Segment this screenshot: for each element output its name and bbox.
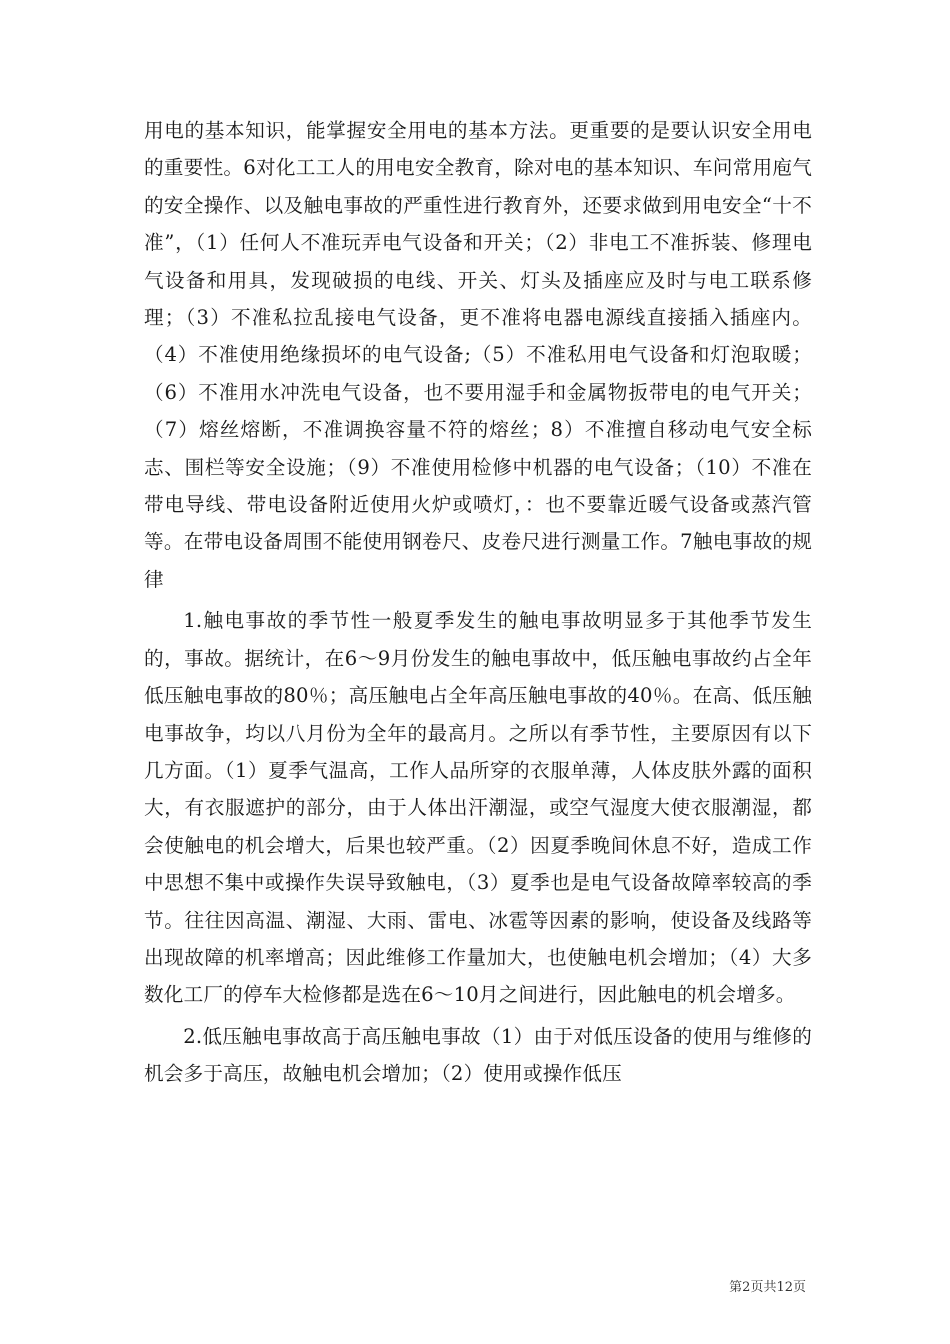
paragraph-2: 1.触电事故的季节性一般夏季发生的触电事故明显多于其他季节发生的，事故。据统计，在6～9月份发生的触电事故中，低压触电事故约占全年低压触电事故的80％；高压触电占全年高压触电事故的40％。在高、低压触电事故争，均以八月份为全年的最高月。之所以有季节性，主要原因有以下几方面。（1）夏季气温高，工作人品所穿的衣服单薄，人体皮肤外露的面积大，有衣服遮护的部分，由于人体出汗潮湿，或空气湿度大使衣服潮湿，都会使触电的机会增大，后果也较严重。（2）因夏季晚间休息不好，造成工作中思想不集中或操作失误导致触电，（3）夏季也是电气设备故障率较高的季节。往往因高温、潮湿、大雨、雷电、冰雹等因素的影响，使设备及线路等出现故障的机率增高；因此维修工作量加大，也使触电机会增加；（4）大多数化工厂的停车大检修都是选在6～10月之间进行，因此触电的机会增多。 bbox=[144, 609, 812, 1007]
paragraph-3: 2.低压触电事故高于高压触电事故（1）由于对低压设备的使用与维修的机会多于高压，故触电机会增加；（2）使用或操作低压 bbox=[144, 1024, 812, 1086]
page-number-footer: 第2页共12页 bbox=[729, 1280, 806, 1295]
paragraph-1: 用电的基本知识，能掌握安全用电的基本方法。更重要的是要认识安全用电的重要性。6对化工工人的用电安全教育，除对电的基本知识、车问常用庖气的安全操作、以及触电事故的严重性进行教育外，还要求做到用电安全“十不准”，（1）任何人不准玩弄电气设备和开关；（2）非电工不准拆装、修理电气设备和用具，发现破损的电线、开关、灯头及插座应及时与电工联系修理；（3）不准私拉乱接电气设备，更不准将电器电源线直接插入插座内。（4）不准使用绝缘损坏的电气设备;（5）不准私用电气设备和灯泡取暖；（6）不准用水冲洗电气设备，也不要用湿手和金属物扳带电的电气开关；（7）熔丝熔断，不准调换容量不符的熔丝；8）不准擅自移动电气安全标志、围栏等安全设施；（9）不准使用检修中机器的电气设备；（10）不准在带电导线、带电设备附近使用火炉或喷灯，：也不要靠近暖气设备或蒸汽管等。在带电设备周围不能使用钢卷尺、皮卷尺进行测量工作。7触电事故的规律 bbox=[144, 119, 812, 591]
document-body bbox=[144, 112, 812, 1093]
